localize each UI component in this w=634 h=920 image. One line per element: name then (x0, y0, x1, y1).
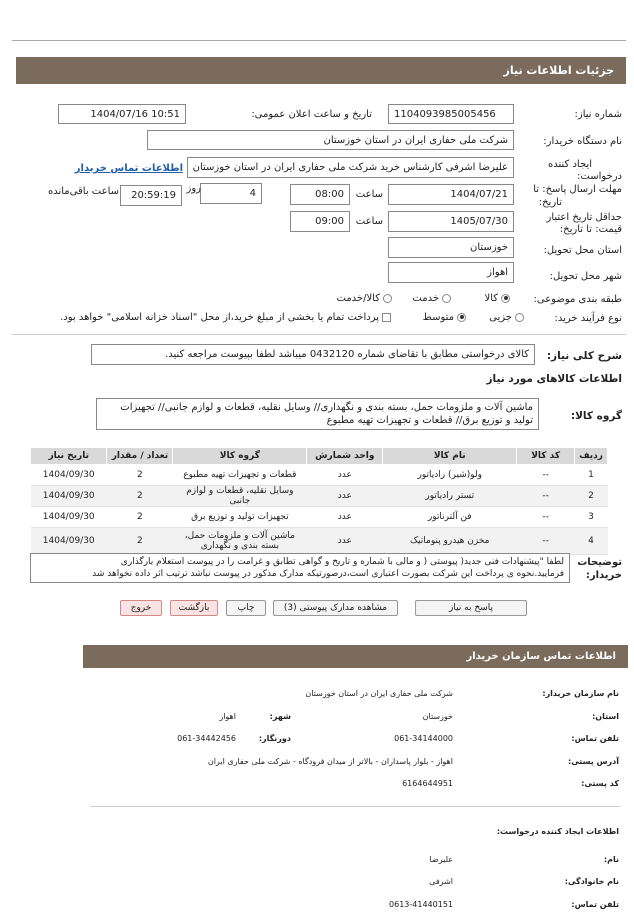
category-service-text: خدمت (412, 293, 439, 304)
validity-label: حداقل تاریخ اعتبار (546, 212, 622, 223)
need-number-field: 1104093985005456 (388, 104, 514, 124)
creator-family-label: نام خانوادگی: (564, 877, 619, 886)
contact-city-value: اهواز (219, 712, 236, 721)
contact-section-title (83, 645, 628, 668)
cell-unit: عدد (307, 528, 383, 555)
contact-fax-value: 061-34442456 (177, 734, 236, 743)
proc-partial-option[interactable] (489, 312, 524, 323)
reply-button[interactable]: پاسخ به نیاز (415, 600, 527, 616)
creator-name-label: نام: (603, 855, 619, 864)
cell-need-date: 1404/09/30 (31, 465, 107, 486)
deadline-time-field: 08:00 (290, 184, 350, 205)
buyer-org-field: شرکت ملی حفاری ایران در استان خوزستان (147, 130, 514, 150)
deadline-time-label: ساعت (355, 189, 383, 200)
proc-partial-text: جزیی (489, 312, 512, 323)
cell-item-code: -- (517, 465, 575, 486)
creator-field: علیرضا اشرفی کارشناس خرید شرکت ملی حفاری ایران در استان خوزستان (187, 157, 514, 178)
category-label: طبقه بندی موضوعی: (533, 294, 622, 305)
contact-title-text: اطلاعات تماس سازمان خریدار (466, 651, 616, 662)
exit-button[interactable]: خروج (120, 600, 162, 616)
proc-medium-text: متوسط (422, 312, 454, 323)
cell-row-number: 3 (575, 507, 608, 528)
cell-need-date: 1404/09/30 (31, 507, 107, 528)
header-item-code: کد کالا (517, 448, 575, 465)
contact-province-label: استان: (592, 712, 619, 721)
top-divider (12, 40, 626, 41)
announce-field: 1404/07/16 10:51 (58, 104, 186, 124)
notes-field (30, 553, 570, 583)
table-row (31, 507, 608, 528)
province-label: استان محل تحویل: (543, 245, 622, 256)
payment-note: پرداخت تمام یا بخشی از مبلغ خرید،از محل "اسناد خزانه اسلامی" خواهد بود. (60, 312, 379, 323)
notes-label: توضیحات (577, 557, 622, 568)
contact-address-value: اهواز - بلوار پاسداران - بالاتر از میدان فرودگاه - شرکت ملی حفاری ایران (207, 757, 453, 766)
cell-need-date: 1404/09/30 (31, 528, 107, 555)
cell-quantity: 2 (107, 465, 173, 486)
cell-item-name: ولو(شیر) رادیاتور (383, 465, 517, 486)
view-attachments-button[interactable]: مشاهده مدارک پیوستی (3) (273, 600, 398, 616)
radio-service[interactable] (442, 294, 451, 303)
days-label: روز (186, 183, 201, 194)
contact-org-label: نام سازمان خریدار: (542, 689, 619, 698)
header-group: گروه کالا (173, 448, 307, 465)
city-label: شهر محل تحویل: (549, 271, 622, 282)
category-both-option[interactable] (337, 293, 393, 304)
city-field: اهواز (388, 262, 514, 283)
cell-item-code: -- (517, 507, 575, 528)
cell-item-name: مخزن هیدرو پنوماتیک (383, 528, 517, 555)
contact-phone-value: 061-34144000 (394, 734, 453, 743)
province-field: خوزستان (388, 237, 514, 258)
table-row (31, 528, 608, 555)
need-number-label: شماره نیاز: (574, 109, 622, 120)
cell-quantity: 2 (107, 486, 173, 507)
cell-item-name: فن آلترناتور (383, 507, 517, 528)
deadline-date-field: 1404/07/21 (388, 184, 514, 205)
header-need-date: تاریخ نیاز (31, 448, 107, 465)
table-row (31, 465, 608, 486)
page-title-text: جزئیات اطلاعات نیاز (503, 64, 614, 77)
header-row-number: ردیف (575, 448, 608, 465)
notes-line-2: فرمایید.نحوه ی پرداخت این شرکت بصورت اعتباری است،درصورتیکه مدارک مذکور در پیوست نباشد ترتیب اثر داده نخواهد شد (92, 569, 564, 579)
cell-need-date: 1404/09/30 (31, 486, 107, 507)
group-field (96, 398, 539, 430)
group-label: گروه کالا: (570, 410, 622, 422)
page-title (16, 57, 626, 84)
validity-label-2: قیمت: تا تاریخ: (559, 224, 622, 235)
cell-group: وسایل نقلیه، قطعات و لوازم جانبی (173, 486, 307, 507)
creator-label-2: درخواست: (577, 171, 622, 182)
radio-partial[interactable] (515, 313, 524, 322)
radio-both[interactable] (383, 294, 392, 303)
cell-item-code: -- (517, 486, 575, 507)
contact-fax-label: دورنگار: (258, 734, 291, 743)
category-both-text: کالا/خدمت (336, 293, 380, 304)
back-button[interactable]: بازگشت (170, 600, 218, 616)
notes-label-2: خریدار: (585, 570, 622, 581)
contact-org-value: شرکت ملی حفاری ایران در استان خوزستان (305, 689, 453, 698)
validity-time-field: 09:00 (290, 211, 350, 232)
purchase-type-label: نوع فرآیند خرید: (554, 313, 622, 324)
creator-name-value: علیرضا (429, 855, 453, 864)
announce-label: تاریخ و ساعت اعلان عمومی: (251, 109, 372, 120)
radio-medium[interactable] (457, 313, 466, 322)
creator-info-title: اطلاعات ایجاد کننده درخواست: (496, 827, 619, 836)
buyer-contact-link[interactable]: اطلاعات تماس خریدار (74, 163, 183, 174)
section-divider (12, 334, 626, 335)
days-field: 4 (200, 183, 262, 204)
contact-divider (90, 806, 620, 807)
payment-checkbox[interactable] (382, 313, 391, 322)
buyer-org-label: نام دستگاه خریدار: (543, 136, 622, 147)
validity-date-field: 1405/07/30 (388, 211, 514, 232)
creator-label: ایجاد کننده (548, 159, 592, 170)
category-service-option[interactable] (412, 293, 451, 304)
cell-row-number: 1 (575, 465, 608, 486)
cell-row-number: 2 (575, 486, 608, 507)
cell-quantity: 2 (107, 528, 173, 555)
creator-phone-value: 0613-41440151 (389, 900, 453, 909)
cell-item-code: -- (517, 528, 575, 555)
cell-quantity: 2 (107, 507, 173, 528)
cell-item-name: تستر رادیاتور (383, 486, 517, 507)
header-unit: واحد شمارش (307, 448, 383, 465)
goods-info-title: اطلاعات کالاهای مورد نیاز (486, 373, 622, 385)
radio-goods[interactable] (501, 294, 510, 303)
summary-label: شرح کلی نیاز: (546, 350, 622, 362)
group-line-1: ماشین آلات و ملزومات حمل، بسته بندی و نگهداری// وسایل نقلیه، قطعات و لوازم جانبی// تجهیزات (120, 402, 533, 413)
remaining-time-field: 20:59:19 (120, 185, 182, 206)
contact-postal-value: 6164644951 (402, 779, 453, 788)
table-header-row (31, 448, 608, 465)
group-line-2: تولید و توزیع برق// قطعات و تجهیزات تهیه مطبوع (326, 415, 533, 426)
cell-unit: عدد (307, 486, 383, 507)
cell-group: قطعات و تجهیزات تهیه مطبوع (173, 465, 307, 486)
table-row (31, 486, 608, 507)
print-button[interactable]: چاپ (226, 600, 266, 616)
contact-province-value: خوزستان (422, 712, 453, 721)
items-table (30, 447, 608, 555)
cell-group: ماشین آلات و ملزومات حمل، بسته بندی و نگهداری (173, 528, 307, 555)
proc-medium-option[interactable] (423, 312, 466, 323)
contact-phone-label: تلفن تماس: (571, 734, 619, 743)
header-quantity: تعداد / مقدار (107, 448, 173, 465)
contact-postal-label: کد پستی: (581, 779, 619, 788)
remaining-label: ساعت باقی‌مانده (47, 186, 119, 197)
cell-group: تجهیزات تولید و توزیع برق (173, 507, 307, 528)
deadline-label-2: تاریخ: (538, 197, 562, 208)
validity-time-label: ساعت (355, 216, 383, 227)
cell-row-number: 4 (575, 528, 608, 555)
creator-phone-label: تلفن تماس: (571, 900, 619, 909)
cell-unit: عدد (307, 465, 383, 486)
cell-unit: عدد (307, 507, 383, 528)
contact-city-label: شهر: (269, 712, 291, 721)
creator-family-value: اشرفی (429, 877, 453, 886)
payment-option[interactable] (60, 312, 391, 323)
header-item-name: نام کالا (383, 448, 517, 465)
category-goods-text: کالا (484, 293, 498, 304)
summary-field: کالای درخواستی مطابق با تقاضای شماره 0432120 میباشد لطفا بپیوست مراجعه کنید. (91, 344, 535, 365)
deadline-label: مهلت ارسال پاسخ: تا (533, 184, 622, 195)
contact-address-label: آدرس پستی: (568, 757, 619, 766)
notes-line-1: لطفا "پیشنهادات فنی جدید( پیوستی ( و مالی با شماره و تاریخ و گواهی تطابق و غرامت را در پیوست استعلام بارگذاری (120, 557, 564, 567)
category-goods-option[interactable] (484, 293, 510, 304)
